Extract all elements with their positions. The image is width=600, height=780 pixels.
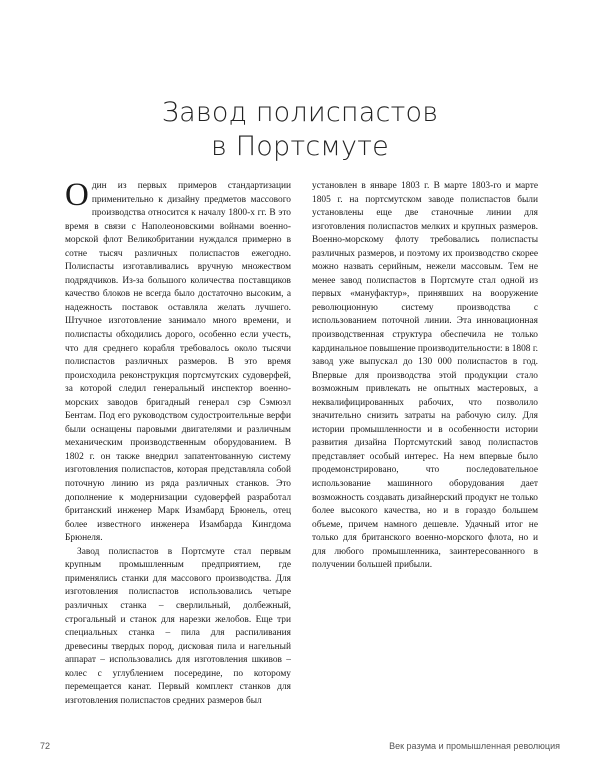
- drop-cap: О: [65, 177, 89, 213]
- title-line-1: Завод полиспастов: [161, 97, 439, 129]
- page-title: [0, 96, 600, 164]
- right-paragraph-1: установлен в январе 1803 г. В марте 1803-го и марте 1805 г. на портсмутском заводе полиспастов были установлены еще две станочные линии для изготовления полиспастов мелких и крупных размеров. Военно-морскому флоту требовались полиспасты различных размеров, и поэтому их производство скорее можно назвать серийным, нежели массовым. Тем не менее завод полиспастов в Портсмуте стал одной из первых «мануфактур», принявших на вооружение революционную систему производства с использованием поточной линии. Эта инновационная производственная структура обеспечила не только кардинальное повышение производительности: в 1808 г. завод уже выпускал до 130 000 полиспастов в год. Впервые для производства этой продукции стало возможным привлекать не опытных мастеровых, а неквалифицированных рабочих, что позволило значительно снизить затраты на рабочую силу. Для истории промышленности и в особенности истории развития дизайна Портсмутский завод полиспастов представляет особый интерес. На нем впервые было продемонстрировано, что последовательное использование машинного оборудования дает возможность создавать дизайнерский продукт не только более высокого качества, но и в гораздо большем объеме, причем намного дешевле. Удачный итог не только для британского военно-морского флота, но и для любого промышленника, заинтересованного в получении большей прибыли.: [312, 181, 538, 571]
- title-line-2: в Портсмуте: [210, 131, 389, 163]
- left-paragraph-1: [65, 177, 291, 546]
- left-paragraph-2: Завод полиспастов в Портсмуте стал первым крупным промышленным предприятием, где применялись станки для массового производства. Для изготовления полиспастов использовались четыре различных станка – сверлильный, долбежный, строгальный и станок для нарезки желобов. Еще три специальных станка – пила для распиливания древесины твердых пород, дисковая пила и нагельный аппарат – использовались для изготовления шкивов – колес с углублением посередине, по которому перемещается канат. Первый комплект станков для изготовления полиспастов средних размеров был: [65, 546, 291, 706]
- left-column: [65, 177, 291, 708]
- running-title: Век разума и промышленная революция: [389, 741, 560, 751]
- page-number: 72: [40, 741, 51, 751]
- left-paragraph-1-text: дин из первых примеров стандартизации применительно к дизайну предметов массового производства относится к началу 1800-х гг. В это время в связи с Наполеоновскими войнами военно-морской флот Великобритании нуждался примерно в сотне тысяч различных полиспастов ежегодно. Полиспасты изготавливались вручную множеством подрядчиков. Из-за большого количества поставщиков качество блоков не всегда было достаточно высоким, а надежность поставок оставляла желать лучшего. Штучное изготовление занимало много времени, и полиспасты обходились дорого, особенно если учесть, что для среднего корабля требовалось около тысячи полиспастов различных размеров. В это время происходила реконструкция портсмутских судоверфей, за которой следил генеральный инспектор военно-морских заводов бригадный генерал сэр Сэмюэл Бентам. Под его руководством судостроительные верфи были оснащены паровыми двигателями и различным механическим производственным оборудованием. В 1802 г. он также внедрил запатентованную систему изготовления полиспастов, которая представляла собой поточную линию из ряда различных станков. Это дополнение к модернизации судоверфей разработал британский инженер Марк Изамбард Брюнель, отец более известного инженера Изамбарда Кингдома Брюнеля.: [65, 181, 291, 544]
- right-column: [312, 180, 538, 573]
